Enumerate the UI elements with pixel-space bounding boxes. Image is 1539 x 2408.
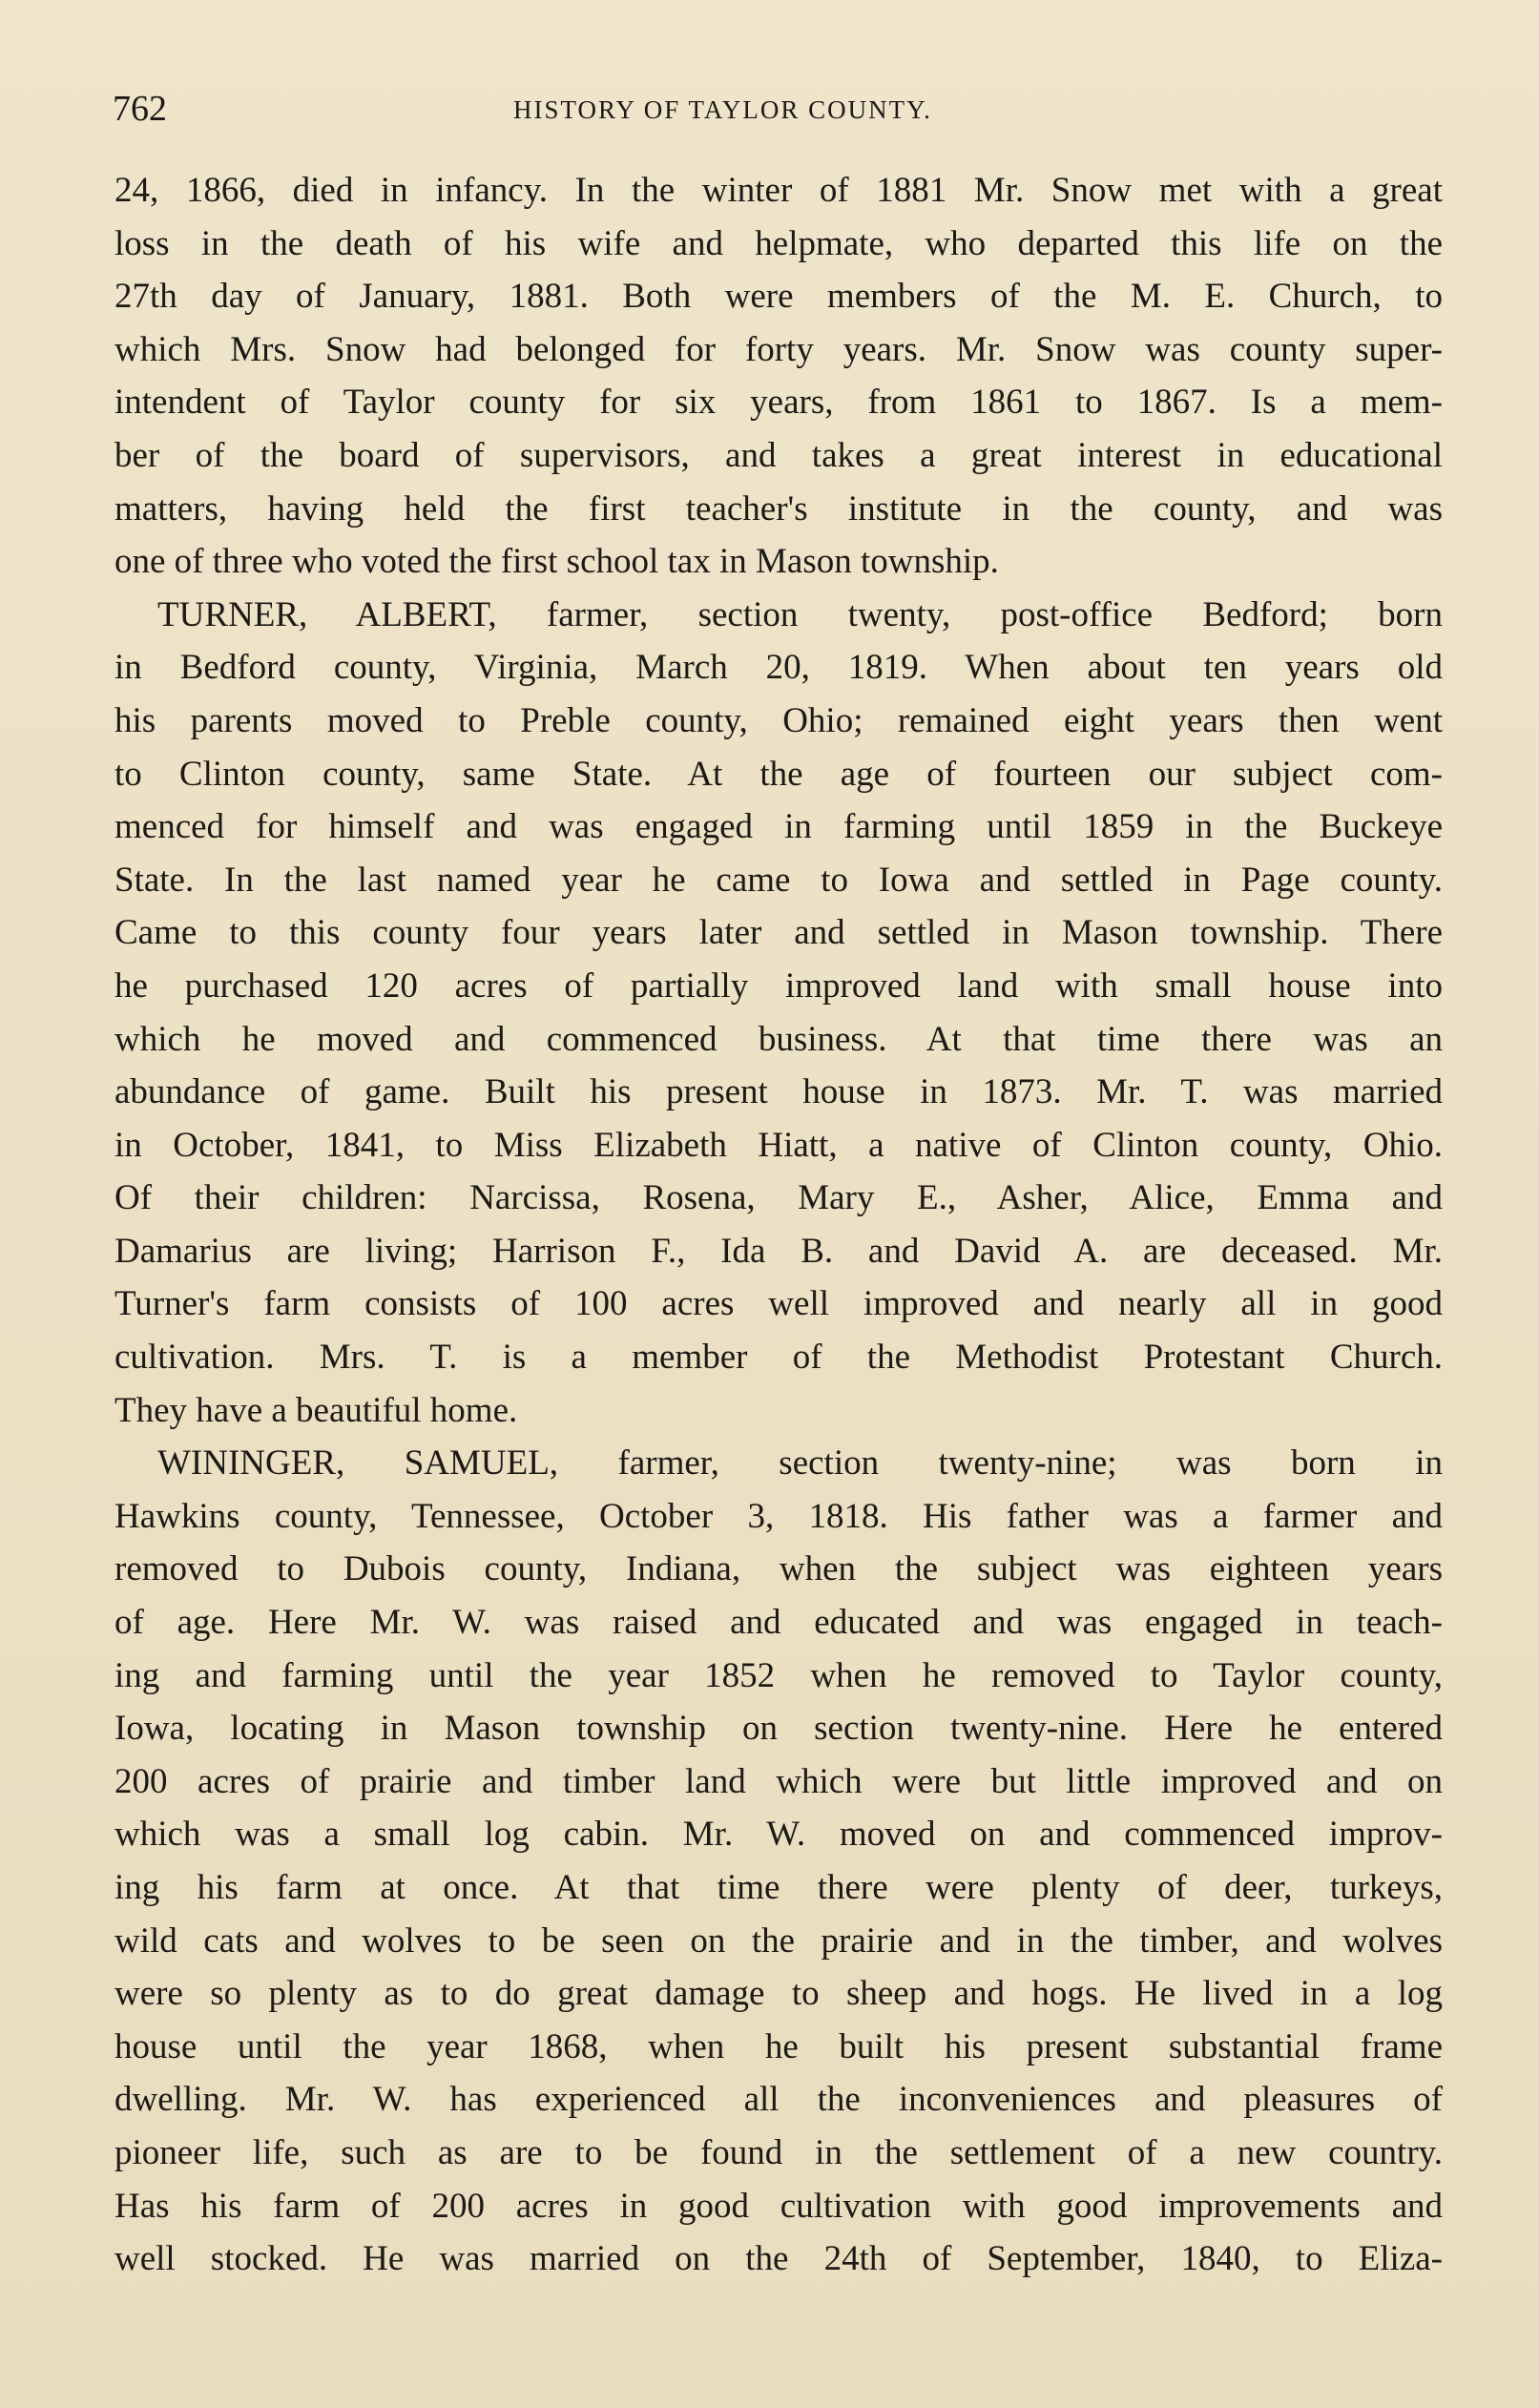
- text-line: ing his farm at once. At that time there were plenty of deer, turkeys,: [114, 1868, 1443, 1907]
- text-line: WININGER, SAMUEL, farmer, section twenty-nine; was born in: [157, 1443, 1443, 1484]
- text-line: Damarius are living; Harrison F., Ida B. and David A. are deceased. Mr.: [114, 1231, 1443, 1271]
- text-line: one of three who voted the first school tax in Mason township.: [114, 542, 999, 582]
- text-line: which he moved and commenced business. At that time there was an: [114, 1019, 1443, 1059]
- text-line: Has his farm of 200 acres in good cultivation with good improvements and: [114, 2186, 1443, 2226]
- text-line: TURNER, ALBERT, farmer, section twenty, post-office Bedford; born: [157, 594, 1443, 634]
- text-line: 24, 1866, died in infancy. In the winter of 1881 Mr. Snow met with a great: [114, 171, 1443, 210]
- page-header: [113, 88, 1448, 135]
- text-line: cultivation. Mrs. T. is a member of the Methodist Protestant Church.: [114, 1338, 1443, 1378]
- text-line: They have a beautiful home.: [114, 1390, 518, 1430]
- text-line: removed to Dubois county, Indiana, when the subject was eighteen years: [114, 1549, 1443, 1589]
- text-line: which was a small log cabin. Mr. W. moved on and commenced improv-: [114, 1815, 1443, 1855]
- text-line: ing and farming until the year 1852 when he removed to Taylor county,: [114, 1655, 1443, 1695]
- text-line: pioneer life, such as are to be found in the settlement of a new country.: [114, 2132, 1443, 2172]
- text-line: in October, 1841, to Miss Elizabeth Hiatt, a native of Clinton county, Ohio.: [114, 1125, 1443, 1165]
- text-line: his parents moved to Preble county, Ohio; remained eight years then went: [114, 700, 1443, 740]
- text-line: menced for himself and was engaged in farming until 1859 in the Buckeye: [114, 807, 1443, 847]
- text-line: of age. Here Mr. W. was raised and educated and was engaged in teach-: [114, 1603, 1443, 1643]
- text-line: house until the year 1868, when he built his present substantial frame: [114, 2026, 1443, 2066]
- text-line: matters, having held the first teacher's institute in the county, and was: [114, 488, 1443, 529]
- text-line: Hawkins county, Tennessee, October 3, 1818. His father was a farmer and: [114, 1496, 1443, 1536]
- text-line: loss in the death of his wife and helpmate, who departed this life on the: [114, 223, 1443, 263]
- text-line: ber of the board of supervisors, and takes a great interest in educational: [114, 435, 1443, 475]
- text-line: to Clinton county, same State. At the age of fourteen our subject com-: [114, 754, 1443, 794]
- text-line: abundance of game. Built his present house in 1873. Mr. T. was married: [114, 1072, 1443, 1112]
- text-line: Turner's farm consists of 100 acres well improved and nearly all in good: [114, 1284, 1443, 1324]
- text-line: 200 acres of prairie and timber land which were but little improved and on: [114, 1761, 1443, 1801]
- text-line: he purchased 120 acres of partially improved land with small house into: [114, 965, 1443, 1006]
- text-line: 27th day of January, 1881. Both were members of the M. E. Church, to: [114, 277, 1443, 317]
- text-line: well stocked. He was married on the 24th of September, 1840, to Eliza-: [114, 2239, 1443, 2279]
- text-line: State. In the last named year he came to Iowa and settled in Page county.: [114, 860, 1443, 900]
- text-line: in Bedford county, Virginia, March 20, 1819. When about ten years old: [114, 648, 1443, 688]
- text-line: Of their children: Narcissa, Rosena, Mary E., Asher, Alice, Emma and: [114, 1178, 1443, 1218]
- text-line: dwelling. Mr. W. has experienced all the inconveniences and pleasures of: [114, 2080, 1443, 2120]
- text-line: wild cats and wolves to be seen on the prairie and in the timber, and wolves: [114, 1920, 1443, 1961]
- running-title: HISTORY OF TAYLOR COUNTY.: [513, 95, 932, 124]
- text-line: intendent of Taylor county for six years, from 1861 to 1867. Is a mem-: [114, 383, 1443, 423]
- text-line: Came to this county four years later and settled in Mason township. There: [114, 913, 1443, 953]
- text-line: were so plenty as to do great damage to sheep and hogs. He lived in a log: [114, 1974, 1443, 2014]
- text-line: which Mrs. Snow had belonged for forty years. Mr. Snow was county super-: [114, 329, 1443, 369]
- text-line: Iowa, locating in Mason township on section twenty-nine. Here he entered: [114, 1709, 1443, 1749]
- page-number: 762: [113, 89, 167, 129]
- body-text: [114, 164, 1443, 2286]
